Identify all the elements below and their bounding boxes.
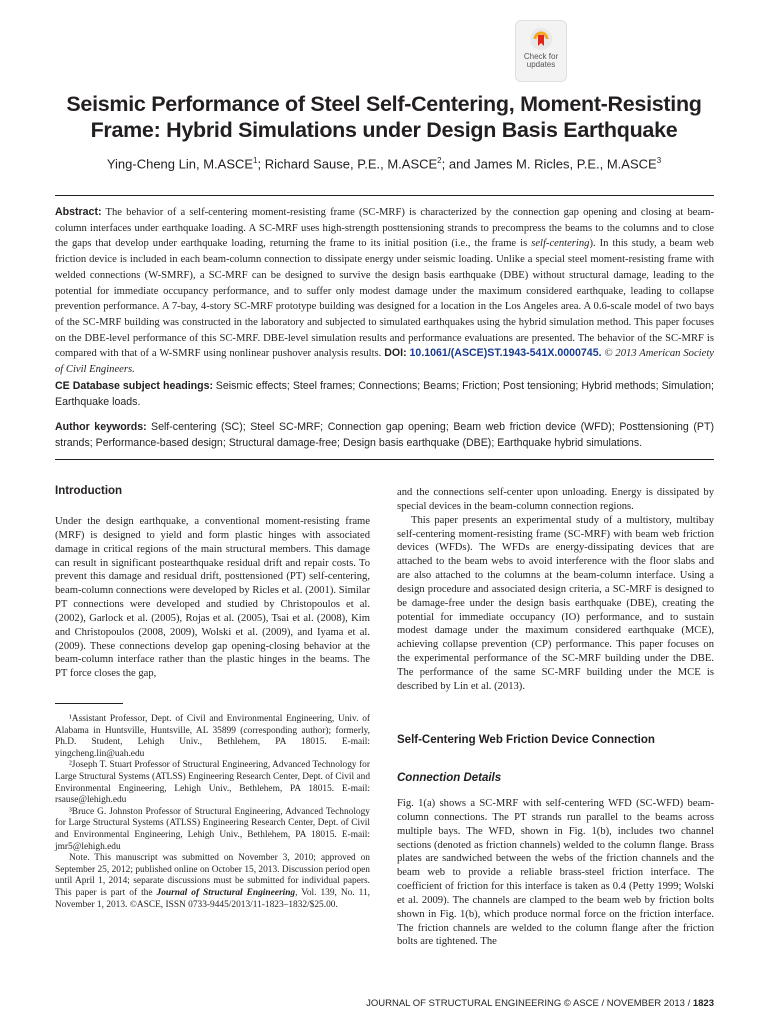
footnote-3: ³Bruce G. Johnston Professor of Structural Engineering, Advanced Technology for Large Structural Systems (ATLSS) Engineering Research Center, Dept. of Civil and Environmental Engineering, Lehigh Univ., Bethlehem, PA 18015. E-mail: jmr5@lehigh.edu — [55, 806, 370, 852]
keywords-text: Self-centering (SC); Steel SC-MRF; Connection gap opening; Beam web friction device (WFD); Posttensioning (PT) strands; Performance-based design; Structural damage-free; Design basis earthquake (DBE); Earthquake hybrid simulations. — [55, 421, 714, 449]
title-line1: Seismic Performance of Steel Self-Centering, Moment-Resisting — [66, 92, 702, 116]
footnote-1: ¹Assistant Professor, Dept. of Civil and Environmental Engineering, Univ. of Alabama in Huntsville, Huntsville, AL 35899 (corresponding author); formerly, Ph.D. Student, Lehigh Univ., Bethlehem, PA 18015. E-mail: yingcheng.lin@uah.edu — [55, 714, 370, 759]
doi-link[interactable]: 10.1061/(ASCE)ST.1943-541X.0000745. — [409, 347, 602, 360]
abstract-text-2: ). In this study, a beam web friction device is included in each beam-column connection to dissipate energy under seismic loading. Unlike a special steel moment-resisting frame with welded connections (W-SMRF), a SC-MRF can be designed to survive the design basis earthquake (DBE) without structural damage, leading to the potential for immediate occupancy performance, and to suffer only modest damage under the maximum considered earthquake, leading to collapse prevention performance. A 7-bay, 4-story SC-MRF prototype building was designed for a location in the Los Angeles area. A 0.6-scale model of two bays of the SC-MRF building was constructed in the laboratory and subjected to simulated earthquakes using the hybrid simulation method. This paper focuses on the DBE-level performance of this SC-MRF. DBE-level simulation results and performance evaluations are presented. The behavior of the SC-MRF is compared with that of a W-SMRF using nonlinear pushover analysis results. — [55, 238, 714, 360]
footnote-rule — [55, 703, 123, 704]
badge-line1: Check for — [523, 52, 559, 61]
badge-line2: updates — [526, 60, 556, 69]
bookmark-ribbon-icon — [529, 27, 553, 51]
author-1-affil: 1 — [253, 156, 258, 165]
author-1: Ying-Cheng Lin, M.ASCE — [106, 156, 254, 172]
check-for-updates-badge[interactable] — [515, 20, 567, 82]
author-3-affil: 3 — [656, 156, 662, 165]
abstract-italic: self-centering — [531, 238, 590, 250]
right-paragraph-3: Fig. 1(a) shows a SC-MRF with self-centering WFD (SC-WFD) beam-column connections. The PT strands run parallel to the beams across multiple bays. The WFD, shown in Fig. 1(b), includes two channel sections (denoted as friction channels) welded to the column flange. Brass plates are sandwiched between the webs of the friction channels and the beam web to provide a reliable brass-steel friction interface. The coefficient of friction for this interface is taken as 0.4 (Petty 1999; Wolski et al. 2009). The channels are clamped to the beam web by friction bolts shown in Fig. 1(b), which produce normal force on the friction interface. The friction channels are welded to the column flange after the friction bolts are tightened. The — [397, 798, 714, 948]
right-paragraph-1: and the connections self-center upon unloading. Energy is dissipated by special devices in the beam-column connection regions. — [397, 487, 714, 512]
abstract-text-1: The behavior of a self-centering moment-resisting frame (SC-MRF) is characterized by the connection gap opening and closing at beam-column interfaces under earthquake loading. A SC-MRF uses high-strength posttensioning strands to precompress the beams to the columns and to close the gaps that develop under earthquake loading, returning the frame to its initial position (i.e., the frame is — [55, 207, 714, 250]
journal-name: Journal of Structural Engineering — [156, 887, 296, 898]
manuscript-note — [55, 853, 370, 911]
footnotes — [55, 714, 370, 911]
introduction-heading: Introduction — [55, 485, 123, 497]
footer-text: JOURNAL OF STRUCTURAL ENGINEERING © ASCE / NOVEMBER 2013 / — [366, 998, 693, 1009]
abstract — [55, 205, 714, 378]
note-text-1: Note. This manuscript was submitted on November 3, 2010; approved on September 25, 2012; published online on October 15, 2013. Discussion period open until April 1, 2014; separate discussions must be submitted for individual papers. This paper is part of the — [55, 853, 370, 898]
copyright: © 2013 American Society of Civil Engineers. — [55, 348, 714, 376]
bottom-divider — [55, 459, 714, 460]
section-heading-sc-wfd: Self-Centering Web Friction Device Connection — [397, 734, 655, 746]
note-text-2: , Vol. 139, No. 11, November 1, 2013. ©ASCE, ISSN 0733-9445/2013/11-1823–1832/$25.00. — [55, 887, 371, 910]
page-footer — [366, 998, 714, 1009]
ce-headings — [55, 379, 714, 410]
author-2: ; Richard Sause, P.E., M.ASCE — [257, 156, 438, 172]
page-number: 1823 — [692, 998, 714, 1009]
introduction-paragraph: Under the design earthquake, a conventional moment-resisting frame (MRF) is designed to yield and form plastic hinges with associated damage in critical regions of the main structural members. This damage can result in significant postearthquake residual drift and repair costs. To prevent this damage and residual drift, posttensioned (PT) self-centering, beam-column connections were developed by Ricles et al. (2001). Similar PT connections were developed and studied by Christopoulos et al. (2002), Garlock et al. (2005), Rojas et al. (2005), Tsai et al. (2008), Kim and Christopoulos (2008, 2009), Wolski et al. (2009), and Iyama et al. (2009). These connections develop gap opening-closing behavior at the beam-column interface rather than the plastic hinges in the beams. The PT force closes the gap, — [55, 516, 370, 680]
doi-label: DOI: — [384, 347, 407, 360]
right-column-text — [397, 486, 714, 694]
subsection-heading-connection-details: Connection Details — [397, 772, 502, 784]
ce-label: CE Database subject headings: — [55, 380, 214, 392]
author-3: ; and James M. Ricles, P.E., M.ASCE — [441, 156, 657, 172]
right-paragraph-2: This paper presents an experimental study of a multistory, multibay self-centering moment-resisting frame (SC-MRF) with beam web friction devices (WFDs). The WFDs are energy-dissipating devices that are attached to the beam webs to avoid interference with the floor slabs and are also attached to the columns at the beam-column interface. Using a design procedure and associated design criteria, a SC-MRF is designed to be damage-free under the design basis earthquake (DBE), creating the potential for immediate occupancy (IO) performance, and to sustain modest damage under the maximum considered earthquake (MCE), achieving collapse prevention (CP) performance. This paper focuses on the experimental performance of the SC-MRF building under the DBE. The performance of the same SC-MRF building under the MCE is described by Lin et al. (2013). — [397, 514, 714, 692]
top-divider — [55, 195, 714, 196]
paper-title — [40, 91, 728, 143]
author-list — [40, 153, 728, 172]
title-line2: Frame: Hybrid Simulations under Design Basis Earthquake — [90, 118, 678, 142]
abstract-label: Abstract: — [55, 206, 102, 218]
ce-text: Seismic effects; Steel frames; Connections; Beams; Friction; Post tensioning; Hybrid methods; Simulation; Earthquake loads. — [55, 380, 714, 408]
author-keywords — [55, 420, 714, 451]
keywords-label: Author keywords: — [55, 421, 147, 433]
footnote-2: ²Joseph T. Stuart Professor of Structural Engineering, Advanced Technology for Large Structural Systems (ATLSS) Engineering Research Center, Dept. of Civil and Environmental Engineering, Lehigh Univ., Bethlehem, PA 18015. E-mail: rsause@lehigh.edu — [55, 760, 371, 806]
author-2-affil: 2 — [437, 156, 442, 165]
